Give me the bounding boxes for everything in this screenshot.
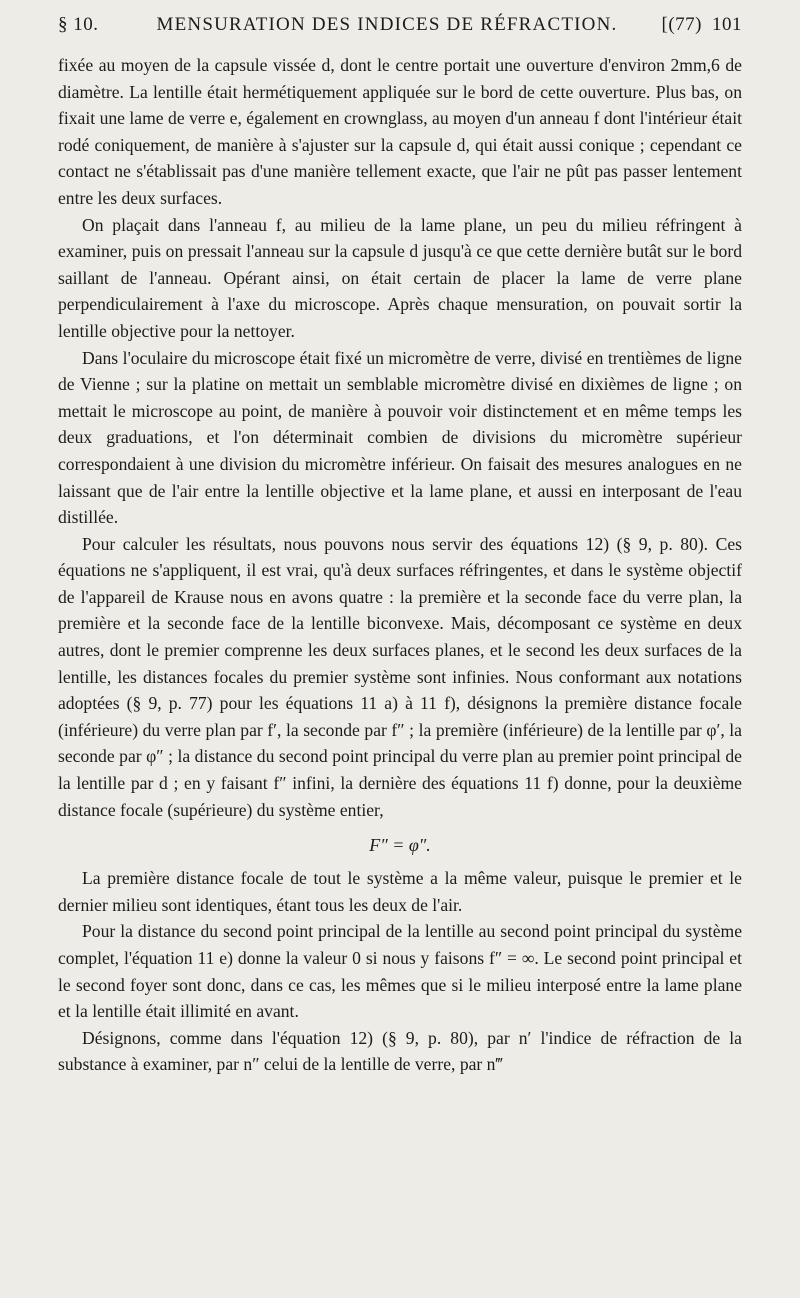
paragraph-point-principal: Pour la distance du second point principal de la lentille au second point principal du système complet, l'équation 11 e) donne la valeur 0 si nous y faisons f″ = ∞. Le second point principal et le second foyer sont donc, dans ce cas, les mêmes que si le milieu interposé entre la lame plane et la lentille était illimité en avant. [58, 921, 742, 1022]
paragraph-anneau: On plaçait dans l'anneau f, au milieu de la lame plane, un peu du milieu réfringent à examiner, puis on pressait l'anneau sur la capsule d jusqu'à ce que cette dernière butât sur le bord saillant de l'anneau. Opérant ainsi, on était certain de placer la lame de verre plane perpendiculairement à l'axe du microscope. Après chaque mensuration, on pouvait sortir la lentille objective pour la nettoyer. [58, 214, 742, 341]
paragraph-calcul: Pour calculer les résultats, nous pouvons nous servir des équations 12) (§ 9, p. 80). Ces équations ne s'appliquent, il est vrai, qu'à deux surfaces réfringentes, et dans le système objectif de l'appareil de Krause nous en avons quatre : la première et la seconde face du verre plan, la première et la seconde face de la lentille biconvexe. Mais, décomposant ce système en deux autres, dont le premier comprenne les deux surfaces planes, et le second les deux surfaces de la lentille, les distances focales du premier système sont infinies. Nous conformant aux notations adoptées (§ 9, p. 77) pour les équations 11 a) à 11 f), désignons la première distance focale (inférieure) du verre plan par f′, la seconde par f″ ; la première (inférieure) de la lentille par φ′, la seconde par φ″ ; la distance du second point principal du verre plan au premier point principal de la lentille par d ; en y faisant f″ infini, la dernière des équations 11 f) donne, pour la deuxième distance focale (supérieure) du système entier, [58, 533, 742, 820]
chapter-title: MENSURATION DES INDICES DE RÉFRACTION. [156, 14, 618, 35]
paragraph-oculaire: Dans l'oculaire du microscope était fixé un micromètre de verre, divisé en trentièmes de ligne de Vienne ; sur la platine on mettait un semblable micromètre divisé en dixièmes de ligne ; on mettait le microscope au point, de manière à pouvoir voir distinctement et en même temps les deux graduations, et l'on déterminait combien de divisions du micromètre supérieur correspondaient à une division du micromètre inférieur. On faisait des mesures analogues en ne laissant que de l'air entre la lentille objective et la lame plane, et aussi en interposant de l'eau distillée. [58, 347, 742, 528]
page-number: 101 [712, 14, 742, 35]
equation-reference: [(77) [661, 14, 702, 35]
section-number: § 10. [58, 14, 99, 35]
running-head [58, 14, 742, 36]
paragraph-premiere-distance: La première distance focale de tout le système a la même valeur, puisque le premier et le dernier milieu sont identiques, étant tous les deux de l'air. [58, 868, 742, 915]
paragraph-indice: Désignons, comme dans l'équation 12) (§ 9, p. 80), par n′ l'indice de réfraction de la substance à examiner, par n″ celui de la lentille de verre, par n‴ [58, 1027, 742, 1075]
paragraph-capsule: fixée au moyen de la capsule vissée d, dont le centre portait une ouverture d'environ 2mm,6 de diamètre. La lentille était hermétiquement appliquée sur le bord de cette ouverture. Plus bas, on fixait une lame de verre e, également en crownglass, au moyen d'un anneau f dont l'intérieur était rodé coniquement, de manière à s'ajuster sur la capsule d, qui était aussi conique ; cependant ce contact ne s'établissait pas d'une manière tellement exacte, que l'air ne pût pas passer lentement entre les deux surfaces. [58, 55, 742, 208]
formula-focal-distance: F″ = φ″. [369, 835, 431, 856]
